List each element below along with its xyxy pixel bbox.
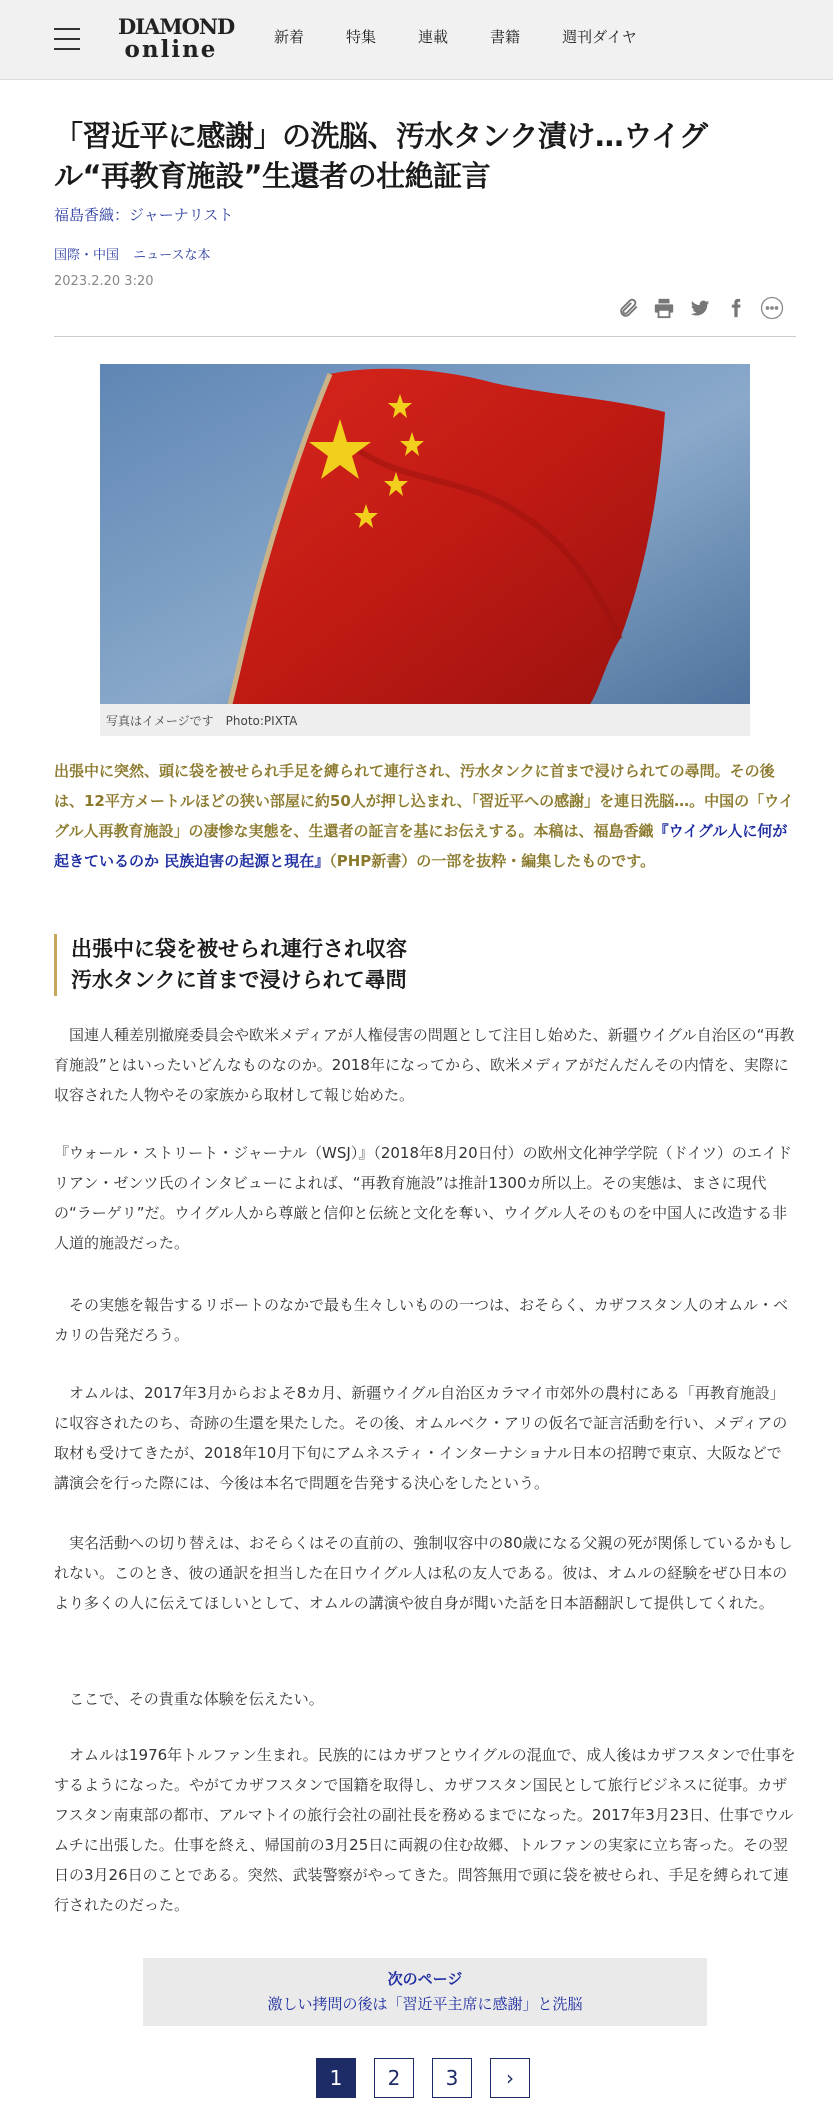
site-logo[interactable] [118,14,235,63]
body-paragraph-3: その実態を報告するリポートのなかで最も生々しいものの一つは、おそらく、カザフスタン人のオムル・ベカリの告発だろう。 [54,1296,789,1344]
header-divider [54,336,796,337]
hamburger-menu-icon[interactable] [54,28,80,50]
body-paragraph-6: ここで、その貴重な体験を伝えたい。 [54,1690,324,1708]
lead-book-link[interactable]: 『ウイグル人に何が起きているのか 民族迫害の起源と現在』 [54,822,788,870]
logo-line2: online [124,36,218,63]
paperclip-icon[interactable] [616,296,640,320]
body-paragraph-5: 実名活動への切り替えは、おそらくはその直前の、強制収容中の80歳になる父親の死が関係しているかもしれない。このとき、彼の通訳を担当した在日ウイグル人は私の友人である。彼は、オムルの経験をぜひ日本のより多くの人に伝えてほしいとして、オムルの講演や彼自身が聞いた話を日本語翻訳して提供してくれた。 [54,1534,793,1612]
publish-date: 2023.2.20 3:20 [54,274,154,289]
more-options-icon[interactable] [760,296,784,320]
tag-news-book[interactable]: ニュースな本 [133,248,211,263]
article-author[interactable]: 福島香織：ジャーナリスト [54,206,234,224]
section-heading-line2: 汚水タンクに首まで浸けられて尋問 [71,968,407,992]
article-title: 「習近平に感謝」の洗脳、汚水タンク漬け…ウイグル“再教育施設”生還者の壮絶証言 [54,119,708,193]
site-header [0,0,833,80]
tag-international-china[interactable]: 国際・中国 [54,248,120,263]
body-paragraph-4: オムルは、2017年3月からおよそ8カ月、新疆ウイグル自治区カラマイ市郊外の農村にある「再教育施設」に収容されたのち、奇跡の生還を果たした。その後、オムルベク・アリの仮名で証言活動を行い、メディアの取材も受けてきたが、2018年10月下旬にアムネスティ・インターナショナル日本の招聘で東京、大阪などで講演会を行った際には、今後は本名で問題を告発する決心をしたという。 [54,1384,788,1492]
article-lead [54,756,796,876]
body-paragraph-1: 国連人種差別撤廃委員会や欧米メディアが人権侵害の問題として注目し始めた、新疆ウイグル自治区の“再教育施設”とはいったいどんなものなのか。2018年になってから、欧米メディアがだんだんその内情を、実際に収容された人物やその家族から取材して報じ始めた。 [54,1026,795,1104]
nav-item-weekly-diamond[interactable]: 週刊ダイヤ [562,28,637,46]
next-page-label: 次のページ [387,1970,463,1988]
next-page-arrow-icon[interactable]: › [490,2058,530,2098]
pagination [316,2058,530,2098]
section-heading-line1: 出張中に袋を被せられ連行され収容 [71,937,407,961]
nav-item-series[interactable]: 連載 [418,28,449,46]
article-tags [54,244,221,263]
main-nav [274,27,679,47]
facebook-icon[interactable] [724,296,748,320]
body-paragraph-2: 『ウォール・ストリート・ジャーナル（WSJ）』（2018年8月20日付）の欧州文化神学学院（ドイツ）のエイドリアン・ゼンツ氏のインタビューによれば、“再教育施設”は推計1300カ所以上。その実態は、まさに現代の“ラーゲリ”だ。ウイグル人から尊厳と信仰と伝統と文化を奪い、ウイグル人そのものを中国人に改造する非人道的施設だった。 [54,1144,792,1252]
photo-caption: 写真はイメージです Photo:PIXTA [106,714,298,728]
next-page-box[interactable] [143,1958,707,2026]
twitter-icon[interactable] [688,296,712,320]
section-heading [54,934,796,996]
print-icon[interactable] [652,296,676,320]
next-page-title[interactable]: 激しい拷問の後は「習近平主席に感謝」と洗脳 [267,1995,583,2013]
nav-item-books[interactable]: 書籍 [490,28,521,46]
page-3-button[interactable]: 3 [432,2058,472,2098]
body-paragraph-7: オムルは1976年トルファン生まれ。民族的にはカザフとウイグルの混血で、成人後はカザフスタンで仕事をするようになった。やがてカザフスタンで国籍を取得し、カザフスタン国民として旅行ビジネスに従事。カザフスタン南東部の都市、アルマトイの旅行会社の副社長を務めるまでになった。2017年3月23日、仕事でウルムチに出張した。仕事を終え、帰国前の3月25日に両親の住む故郷、トルファンの実家に立ち寄った。その翌日の3月26日のことである。突然、武装警察がやってきた。問答無用で頭に袋を被せられ、手足を縛られて連行されたのだった。 [54,1746,796,1914]
lead-text-2: （PHP新書）の一部を抜粋・編集したものです。 [329,852,656,870]
share-toolbar [616,296,784,320]
nav-item-feature[interactable]: 特集 [346,28,377,46]
hero-photo-chinese-flag [100,364,750,704]
lead-text-1: 出張中に突然、頭に袋を被せられ手足を縛られて連行され、汚水タンクに首まで浸けられての尋問。その後は、12平方メートルほどの狭い部屋に約50人が押し込まれ、「習近平への感謝」を連日洗脳…。中国の「ウイグル人再教育施設」の凄惨な実態を、生還者の証言を基にお伝えする。本稿は、福島香織 [54,762,794,840]
page-1-button[interactable]: 1 [316,2058,356,2098]
nav-item-new[interactable]: 新着 [274,28,305,46]
logo-line1: DIAMOND [118,14,235,39]
page-2-button[interactable]: 2 [374,2058,414,2098]
